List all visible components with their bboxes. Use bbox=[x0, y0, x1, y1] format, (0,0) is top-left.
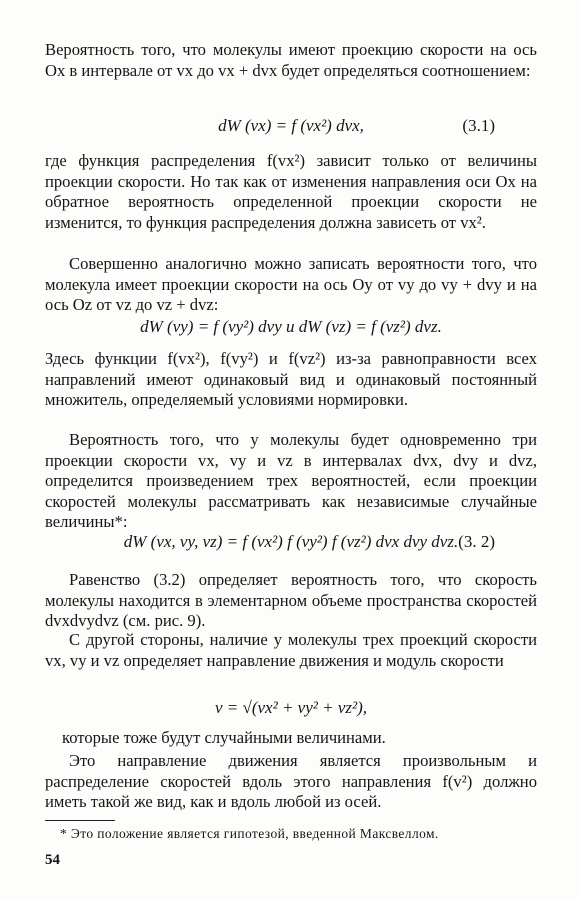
equation-3-1 bbox=[45, 116, 537, 136]
footnote-rule bbox=[45, 820, 115, 821]
paragraph-2: где функция распределения f(vx²) зависит только от величины проекции скорости. Но так как от изменения направления оси Ox на обратное вероятность определенной проекции скорости не изменится, то функция распределения должна зависеть от vx². bbox=[45, 151, 537, 232]
paragraph-3: Совершенно аналогично можно записать вероятности того, что молекула имеет проекции скорости на ось Oy от vy до vy + dvy и на ось Oz от vz до vz + dvz: bbox=[45, 254, 537, 315]
page-number: 54 bbox=[45, 852, 60, 868]
paragraph-7: С другой стороны, наличие у молекулы трех проекций скорости vx, vy и vz определяет направление движения и модуль скорости bbox=[45, 630, 537, 670]
equation-3-1-body: dW (vx) = f (vx²) dvx, bbox=[218, 116, 364, 135]
paragraph-6: Равенство (3.2) определяет вероятность того, что скорость молекулы находится в элементарном объеме пространства скоростей dvxdvydvz (см. рис. 9). bbox=[45, 570, 537, 631]
equation-3-1-number: (3.1) bbox=[462, 116, 495, 135]
equation-3-2-number: (3. 2) bbox=[458, 532, 495, 551]
paragraph-5: Вероятность того, что у молекулы будет одновременно три проекции скорости vx, vy и vz в интервалах dvx, dvy и dvz, определится произведением трех вероятностей, если проекции скоростей молекулы рассматривать как независимые случайные величины*: bbox=[45, 430, 537, 532]
equation-speed-modulus bbox=[45, 698, 537, 718]
paragraph-9: Это направление движения является произвольным и распределение скоростей вдоль этого направления f(v²) должно иметь такой же вид, как и вдоль любой из осей. bbox=[45, 751, 537, 812]
equation-speed-modulus-body: v = √(vx² + vy² + vz²), bbox=[215, 698, 367, 717]
paragraph-4: Здесь функции f(vx²), f(vy²) и f(vz²) из-за равноправности всех направлений имеют одинаковый вид и одинаковый постоянный множитель, определяемый условиями нормировки. bbox=[45, 349, 537, 410]
paragraph-1: Вероятность того, что молекулы имеют проекцию скорости на ось Ox в интервале от vx до vx + dvx будет определяться соотношением: bbox=[45, 40, 537, 80]
equation-3-2 bbox=[45, 532, 537, 552]
equation-vy-vz bbox=[45, 317, 537, 337]
paragraph-8: которые тоже будут случайными величинами. bbox=[62, 728, 386, 747]
equation-vy-vz-body: dW (vy) = f (vy²) dvy и dW (vz) = f (vz²) dvz. bbox=[140, 317, 442, 336]
footnote: * Это положение является гипотезой, введенной Максвеллом. bbox=[60, 826, 439, 841]
equation-3-2-body: dW (vx, vy, vz) = f (vx²) f (vy²) f (vz²) dvx dvy dvz. bbox=[123, 532, 459, 551]
